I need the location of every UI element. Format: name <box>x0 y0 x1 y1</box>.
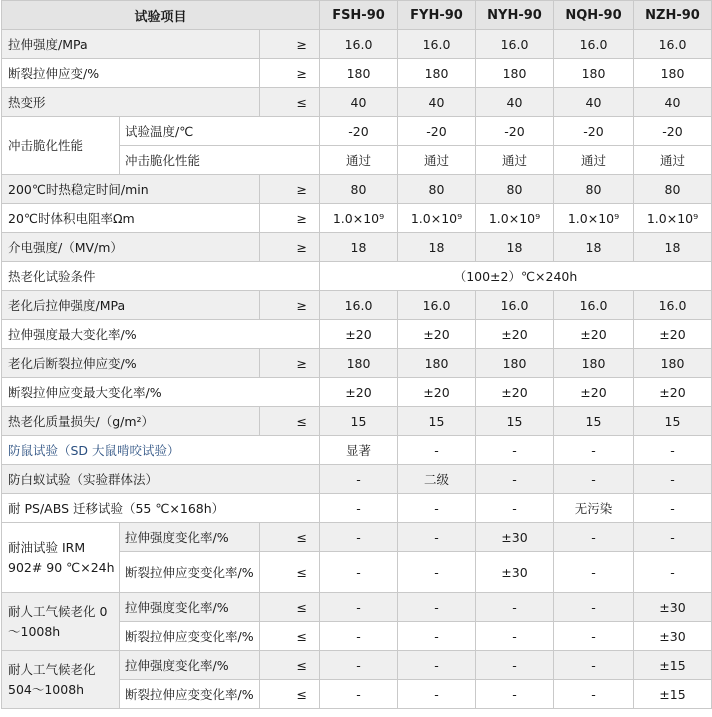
cell-value: 180 <box>398 349 476 378</box>
cell-value: 15 <box>320 407 398 436</box>
cell-value: ±30 <box>634 593 712 622</box>
row-operator: ≤ <box>260 407 320 436</box>
cell-value: - <box>554 552 634 593</box>
cell-value: 180 <box>634 349 712 378</box>
cell-value: 180 <box>398 59 476 88</box>
cell-value: ±15 <box>634 651 712 680</box>
cell-value: 15 <box>554 407 634 436</box>
table-row <box>2 233 712 262</box>
row-label: 断裂拉伸应变/% <box>2 59 260 88</box>
cell-value: 二级 <box>398 465 476 494</box>
cell-value: 通过 <box>476 146 554 175</box>
merged-condition: （100±2）℃×240h <box>320 262 712 291</box>
spec-table <box>1 0 712 709</box>
cell-value: - <box>320 465 398 494</box>
cell-value: 1.0×10⁹ <box>476 204 554 233</box>
cell-value: - <box>634 494 712 523</box>
row-label: 耐 PS/ABS 迁移试验（55 ℃×168h） <box>2 494 320 523</box>
cell-value: 18 <box>634 233 712 262</box>
table-row <box>2 494 712 523</box>
table-row <box>2 291 712 320</box>
cell-value: 16.0 <box>634 291 712 320</box>
sub-row-label: 拉伸强度变化率/% <box>120 593 260 622</box>
sub-row-label: 冲击脆化性能 <box>120 146 320 175</box>
table-row <box>2 378 712 407</box>
cell-value: - <box>476 465 554 494</box>
header-model: NZH-90 <box>634 1 712 30</box>
cell-value: 180 <box>320 59 398 88</box>
cell-value: 15 <box>398 407 476 436</box>
cell-value: - <box>476 593 554 622</box>
cell-value: - <box>554 651 634 680</box>
cell-value: 通过 <box>320 146 398 175</box>
header-item: 试验项目 <box>2 1 320 30</box>
cell-value: - <box>634 552 712 593</box>
table-row <box>2 651 712 680</box>
cell-value: 显著 <box>320 436 398 465</box>
cell-value: ±30 <box>476 523 554 552</box>
cell-value: ±20 <box>476 320 554 349</box>
cell-value: 80 <box>634 175 712 204</box>
group-label: 冲击脆化性能 <box>2 117 120 175</box>
cell-value: ±20 <box>554 320 634 349</box>
row-label: 老化后拉伸强度/MPa <box>2 291 260 320</box>
cell-value: -20 <box>320 117 398 146</box>
cell-value: 通过 <box>398 146 476 175</box>
cell-value: -20 <box>634 117 712 146</box>
cell-value: 180 <box>554 349 634 378</box>
table-row <box>2 465 712 494</box>
row-operator: ≤ <box>260 622 320 651</box>
cell-value: ±20 <box>398 320 476 349</box>
cell-value: - <box>476 436 554 465</box>
cell-value: 1.0×10⁹ <box>320 204 398 233</box>
cell-value: 180 <box>476 59 554 88</box>
row-operator: ≥ <box>260 291 320 320</box>
cell-value: -20 <box>554 117 634 146</box>
cell-value: - <box>398 436 476 465</box>
table-row <box>2 593 712 622</box>
cell-value: 16.0 <box>554 30 634 59</box>
row-label: 20℃时体积电阻率Ωm <box>2 204 260 233</box>
cell-value: - <box>398 494 476 523</box>
cell-value: -20 <box>398 117 476 146</box>
cell-value: ±20 <box>398 378 476 407</box>
cell-value: 180 <box>554 59 634 88</box>
table-row <box>2 175 712 204</box>
cell-value: - <box>554 622 634 651</box>
table-row <box>2 88 712 117</box>
sub-row-label: 断裂拉伸应变变化率/% <box>120 622 260 651</box>
cell-value: - <box>554 436 634 465</box>
cell-value: - <box>476 680 554 709</box>
cell-value: 16.0 <box>398 30 476 59</box>
cell-value: - <box>476 622 554 651</box>
header-model: NQH-90 <box>554 1 634 30</box>
cell-value: 16.0 <box>476 291 554 320</box>
cell-value: ±20 <box>554 378 634 407</box>
cell-value: - <box>398 680 476 709</box>
row-label: 拉伸强度最大变化率/% <box>2 320 320 349</box>
cell-value: 40 <box>476 88 554 117</box>
cell-value: 180 <box>320 349 398 378</box>
cell-value: - <box>398 523 476 552</box>
cell-value: 15 <box>476 407 554 436</box>
cell-value: - <box>476 651 554 680</box>
row-label: 防白蚁试验（实验群体法） <box>2 465 320 494</box>
row-label: 防鼠试验（SD 大鼠啃咬试验） <box>2 436 320 465</box>
sub-row-label: 拉伸强度变化率/% <box>120 523 260 552</box>
cell-value: 40 <box>320 88 398 117</box>
header-model: FYH-90 <box>398 1 476 30</box>
sub-row-label: 试验温度/℃ <box>120 117 320 146</box>
cell-value: 1.0×10⁹ <box>634 204 712 233</box>
group-label: 耐人工气候老化 504～1008h <box>2 651 120 709</box>
group-label: 耐油试验 IRM 902# 90 ℃×24h <box>2 523 120 593</box>
table-row <box>2 117 712 146</box>
row-operator: ≤ <box>260 552 320 593</box>
cell-value: - <box>398 622 476 651</box>
table-row <box>2 59 712 88</box>
cell-value: 15 <box>634 407 712 436</box>
cell-value: ±20 <box>634 378 712 407</box>
cell-value: - <box>554 593 634 622</box>
header-model: NYH-90 <box>476 1 554 30</box>
cell-value: 40 <box>634 88 712 117</box>
cell-value: - <box>634 436 712 465</box>
cell-value: 18 <box>476 233 554 262</box>
cell-value: - <box>554 523 634 552</box>
row-operator: ≥ <box>260 175 320 204</box>
cell-value: 1.0×10⁹ <box>554 204 634 233</box>
cell-value: 1.0×10⁹ <box>398 204 476 233</box>
cell-value: - <box>320 622 398 651</box>
cell-value: 18 <box>320 233 398 262</box>
row-label: 200℃时热稳定时间/min <box>2 175 260 204</box>
row-operator: ≤ <box>260 593 320 622</box>
table-row <box>2 262 712 291</box>
cell-value: - <box>476 494 554 523</box>
row-operator: ≥ <box>260 349 320 378</box>
cell-value: 40 <box>398 88 476 117</box>
cell-value: ±15 <box>634 680 712 709</box>
row-label: 老化后断裂拉伸应变/% <box>2 349 260 378</box>
cell-value: 180 <box>476 349 554 378</box>
sub-row-label: 断裂拉伸应变变化率/% <box>120 680 260 709</box>
table-row <box>2 523 712 552</box>
cell-value: -20 <box>476 117 554 146</box>
row-label: 断裂拉伸应变最大变化率/% <box>2 378 320 407</box>
sub-row-label: 断裂拉伸应变变化率/% <box>120 552 260 593</box>
cell-value: 80 <box>320 175 398 204</box>
header-row <box>2 1 712 30</box>
header-model: FSH-90 <box>320 1 398 30</box>
cell-value: 18 <box>554 233 634 262</box>
cell-value: 80 <box>476 175 554 204</box>
table-row <box>2 30 712 59</box>
cell-value: 16.0 <box>634 30 712 59</box>
cell-value: - <box>320 593 398 622</box>
cell-value: ±30 <box>476 552 554 593</box>
cell-value: - <box>634 465 712 494</box>
row-label: 热老化质量损失/（g/m²） <box>2 407 260 436</box>
sub-row-label: 拉伸强度变化率/% <box>120 651 260 680</box>
table-row <box>2 204 712 233</box>
row-label: 热变形 <box>2 88 260 117</box>
cell-value: ±30 <box>634 622 712 651</box>
row-label: 介电强度/（MV/m） <box>2 233 260 262</box>
cell-value: ±20 <box>476 378 554 407</box>
row-operator: ≤ <box>260 88 320 117</box>
cell-value: - <box>398 593 476 622</box>
cell-value: ±20 <box>634 320 712 349</box>
cell-value: - <box>320 523 398 552</box>
cell-value: 16.0 <box>554 291 634 320</box>
cell-value: - <box>320 651 398 680</box>
cell-value: 80 <box>398 175 476 204</box>
cell-value: 无污染 <box>554 494 634 523</box>
cell-value: - <box>398 552 476 593</box>
row-operator: ≤ <box>260 680 320 709</box>
cell-value: ±20 <box>320 378 398 407</box>
row-operator: ≤ <box>260 651 320 680</box>
row-operator: ≥ <box>260 233 320 262</box>
cell-value: - <box>320 680 398 709</box>
cell-value: 16.0 <box>398 291 476 320</box>
group-label: 耐人工气候老化 0～1008h <box>2 593 120 651</box>
table-row <box>2 349 712 378</box>
table-row <box>2 320 712 349</box>
cell-value: 80 <box>554 175 634 204</box>
cell-value: 16.0 <box>476 30 554 59</box>
row-label: 热老化试验条件 <box>2 262 320 291</box>
cell-value: 16.0 <box>320 291 398 320</box>
row-operator: ≥ <box>260 204 320 233</box>
cell-value: 通过 <box>554 146 634 175</box>
cell-value: ±20 <box>320 320 398 349</box>
row-operator: ≤ <box>260 523 320 552</box>
cell-value: 180 <box>634 59 712 88</box>
cell-value: - <box>634 523 712 552</box>
cell-value: - <box>554 680 634 709</box>
row-operator: ≥ <box>260 59 320 88</box>
row-operator: ≥ <box>260 30 320 59</box>
cell-value: 18 <box>398 233 476 262</box>
cell-value: 40 <box>554 88 634 117</box>
cell-value: - <box>320 494 398 523</box>
cell-value: - <box>320 552 398 593</box>
cell-value: 通过 <box>634 146 712 175</box>
cell-value: 16.0 <box>320 30 398 59</box>
cell-value: - <box>554 465 634 494</box>
table-row <box>2 436 712 465</box>
table-row <box>2 407 712 436</box>
row-label: 拉伸强度/MPa <box>2 30 260 59</box>
cell-value: - <box>398 651 476 680</box>
